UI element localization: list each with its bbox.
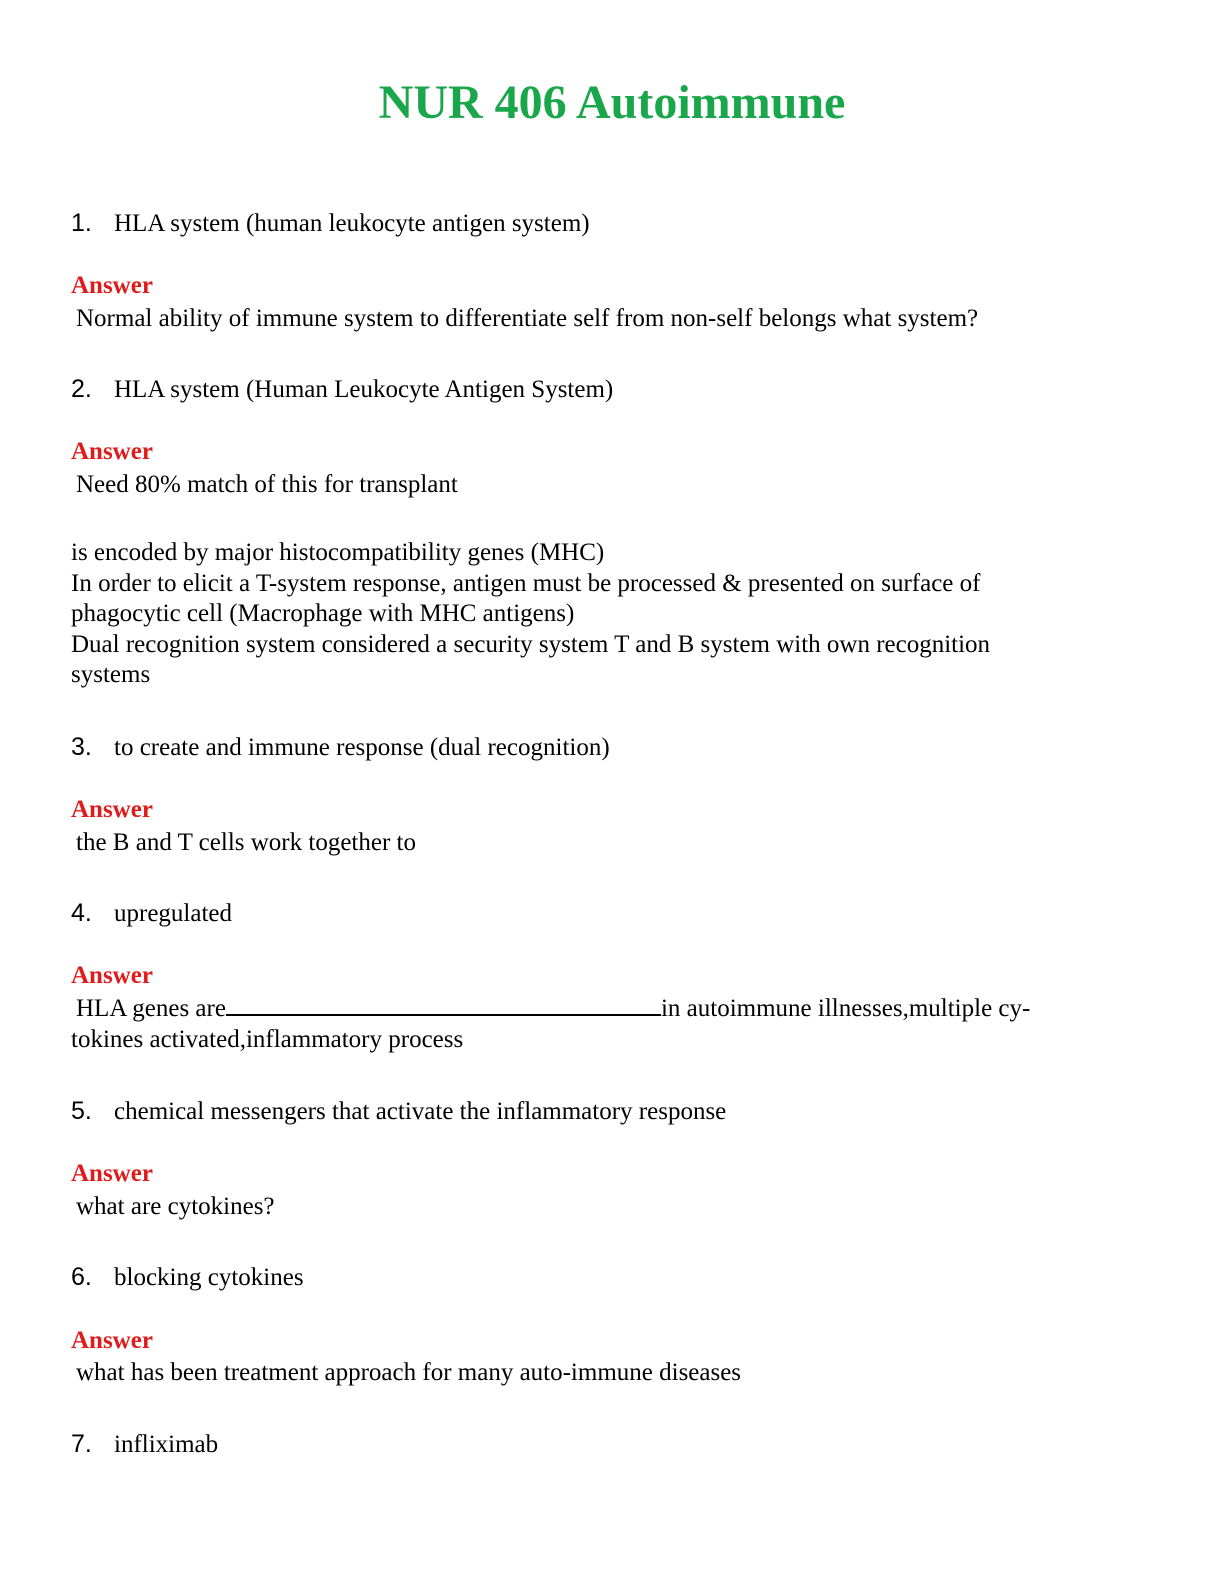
note-line: In order to elicit a T-system response, antigen must be processed & presented on surface of <box>71 569 981 597</box>
question-number: 1. <box>71 209 92 237</box>
answer-text: in autoimmune illnesses,multiple cy- <box>660 995 1031 1022</box>
answer-label: Answer <box>71 796 153 823</box>
question-number: 4. <box>71 899 92 927</box>
answer-label: Answer <box>71 272 153 299</box>
question-number: 3. <box>71 733 92 761</box>
notes-2 <box>71 538 1101 691</box>
answer-label: Answer <box>71 438 153 465</box>
answer-1: Normal ability of immune system to differentiate self from non-self belongs what system? <box>76 305 979 332</box>
answer-4-continued: tokines activated,inflammatory process <box>71 1026 464 1053</box>
answer-3: the B and T cells work together to <box>76 829 416 856</box>
note-line: systems <box>71 661 151 688</box>
answer-label: Answer <box>71 1327 153 1354</box>
note-line: Dual recognition system considered a security system T and B system with own recognition <box>71 630 991 658</box>
question-7 <box>71 1429 218 1460</box>
question-text: infliximab <box>114 1431 219 1458</box>
answer-6: what has been treatment approach for many auto-immune diseases <box>76 1359 742 1386</box>
question-text: HLA system (Human Leukocyte Antigen System) <box>114 376 614 403</box>
question-number: 2. <box>71 375 92 403</box>
question-text: upregulated <box>114 900 233 927</box>
question-text: chemical messengers that activate the inflammatory response <box>114 1098 727 1125</box>
answer-4 <box>76 994 1030 1024</box>
note-line: is encoded by major histocompatibility genes (MHC) <box>71 539 605 566</box>
question-number: 7. <box>71 1430 92 1458</box>
question-text: blocking cytokines <box>114 1264 304 1291</box>
question-2 <box>71 374 613 405</box>
question-text: to create and immune response (dual recognition) <box>114 734 610 761</box>
note-line: phagocytic cell (Macrophage with MHC antigens) <box>71 600 575 627</box>
answer-label: Answer <box>71 1160 153 1187</box>
question-1 <box>71 208 590 239</box>
answer-2: Need 80% match of this for transplant <box>76 471 458 498</box>
question-number: 6. <box>71 1263 92 1291</box>
question-5 <box>71 1096 726 1127</box>
question-text: HLA system (human leukocyte antigen system) <box>114 210 590 237</box>
answer-5: what are cytokines? <box>76 1193 275 1220</box>
question-4 <box>71 898 232 929</box>
document-title: NUR 406 Autoimmune <box>378 76 846 129</box>
answer-label: Answer <box>71 962 153 989</box>
fill-in-blank <box>226 994 661 1016</box>
question-number: 5. <box>71 1097 92 1125</box>
question-3 <box>71 732 610 763</box>
question-6 <box>71 1262 304 1293</box>
answer-text: HLA genes are <box>76 995 226 1022</box>
